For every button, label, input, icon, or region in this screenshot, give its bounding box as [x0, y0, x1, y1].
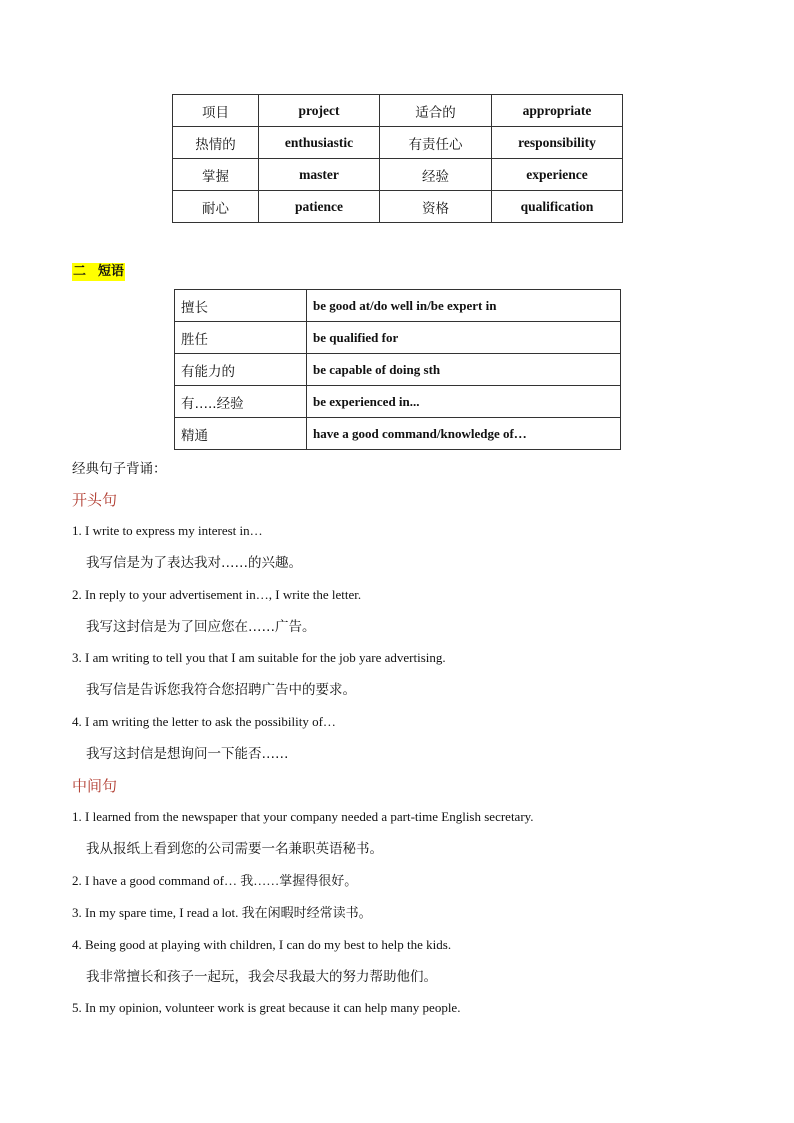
- vocab-chinese: 有责任心: [380, 127, 492, 159]
- opening-sentence-zh: 我写信是为了表达我对……的兴趣。: [86, 555, 302, 571]
- middle-sentences-heading: 中间句: [72, 777, 118, 795]
- vocab-english: master: [259, 159, 380, 191]
- table-row: [173, 95, 623, 127]
- table-row: [173, 159, 623, 191]
- middle-sentence-line: 1. I learned from the newspaper that your company needed a part-time English secretary.: [72, 809, 534, 824]
- vocab-chinese: 经验: [380, 159, 492, 191]
- vocab-english: enthusiastic: [259, 127, 380, 159]
- table-row: [175, 290, 621, 322]
- vocab-english: appropriate: [492, 95, 623, 127]
- phrase-english: have a good command/knowledge of…: [307, 418, 621, 450]
- vocab-chinese: 耐心: [173, 191, 259, 223]
- table-row: [175, 418, 621, 450]
- phrase-chinese: 胜任: [175, 322, 307, 354]
- phrase-chinese: 有能力的: [175, 354, 307, 386]
- opening-sentence-en: 2. In reply to your advertisement in…, I write the letter.: [72, 587, 362, 602]
- section-title: 短语: [98, 264, 125, 279]
- opening-sentence-zh: 我写这封信是为了回应您在……广告。: [86, 619, 316, 635]
- vocab-english: responsibility: [492, 127, 623, 159]
- phrase-english: be experienced in...: [307, 386, 621, 418]
- middle-sentence-line: 我从报纸上看到您的公司需要一名兼职英语秘书。: [86, 841, 383, 857]
- middle-sentence-line: 5. In my opinion, volunteer work is great because it can help many people.: [72, 1000, 461, 1015]
- section-heading-phrases: [72, 263, 125, 281]
- vocab-english: project: [259, 95, 380, 127]
- phrase-chinese: 有…..经验: [175, 386, 307, 418]
- table-row: [175, 386, 621, 418]
- middle-sentence-line: 我非常擅长和孩子一起玩，我会尽我最大的努力帮助他们。: [86, 969, 437, 985]
- phrase-chinese: 擅长: [175, 290, 307, 322]
- opening-sentences-heading: 开头句: [72, 491, 118, 509]
- vocab-english: experience: [492, 159, 623, 191]
- table-row: [173, 127, 623, 159]
- table-row: [173, 191, 623, 223]
- vocab-english: patience: [259, 191, 380, 223]
- phrase-chinese: 精通: [175, 418, 307, 450]
- middle-sentence-line: 4. Being good at playing with children, I can do my best to help the kids.: [72, 937, 452, 952]
- vocab-chinese: 项目: [173, 95, 259, 127]
- vocab-english: qualification: [492, 191, 623, 223]
- section-number: 二: [73, 264, 87, 279]
- table-row: [175, 354, 621, 386]
- phrase-english: be capable of doing sth: [307, 354, 621, 386]
- phrase-english: be good at/do well in/be expert in: [307, 290, 621, 322]
- opening-sentence-zh: 我写信是告诉您我符合您招聘广告中的要求。: [86, 682, 356, 698]
- vocab-chinese: 适合的: [380, 95, 492, 127]
- vocab-chinese: 掌握: [173, 159, 259, 191]
- vocab-chinese: 热情的: [173, 127, 259, 159]
- middle-sentence-line: 2. I have a good command of… 我……掌握得很好。: [72, 873, 358, 888]
- sentences-label: 经典句子背诵：: [72, 461, 167, 477]
- opening-sentence-en: 1. I write to express my interest in…: [72, 523, 263, 538]
- vocab-chinese: 资格: [380, 191, 492, 223]
- phrase-table: [174, 289, 621, 450]
- phrase-english: be qualified for: [307, 322, 621, 354]
- opening-sentence-en: 4. I am writing the letter to ask the possibility of…: [72, 714, 336, 729]
- middle-sentence-line: 3. In my spare time, I read a lot. 我在闲暇时经常读书。: [72, 905, 372, 920]
- opening-sentence-en: 3. I am writing to tell you that I am suitable for the job yare advertising.: [72, 650, 446, 665]
- opening-sentence-zh: 我写这封信是想询问一下能否……: [86, 746, 289, 762]
- table-row: [175, 322, 621, 354]
- vocabulary-table: [172, 94, 623, 223]
